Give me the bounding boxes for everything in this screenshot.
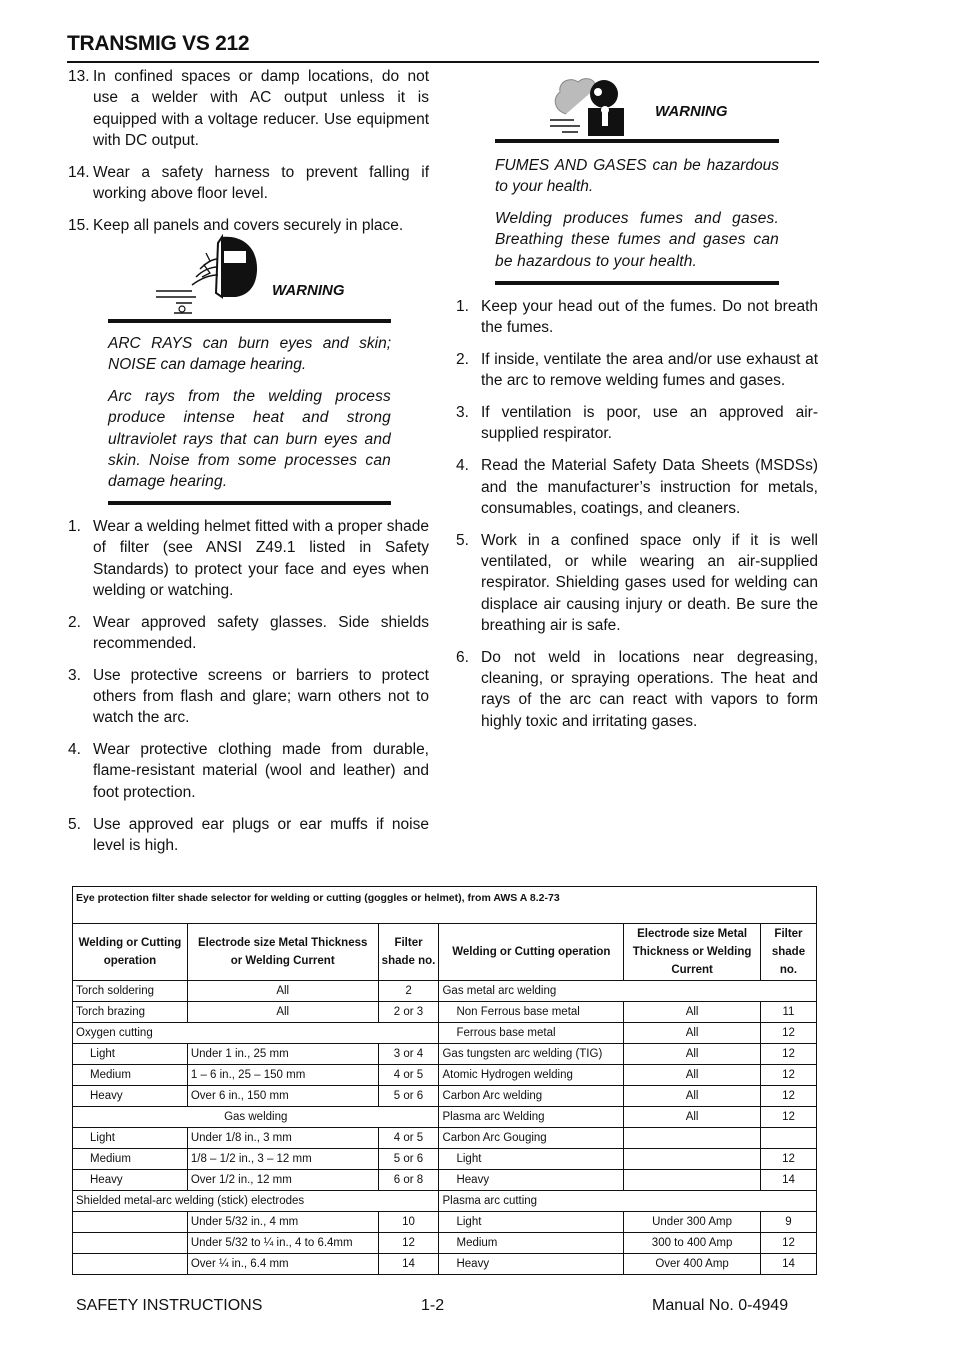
- table-cell: 1/8 – 1/2 in., 3 – 12 mm: [187, 1149, 378, 1170]
- table-row: [73, 1212, 817, 1233]
- table-cell: 4 or 5: [378, 1065, 439, 1086]
- table-cell: 5 or 6: [378, 1086, 439, 1107]
- table-cell: All: [187, 981, 378, 1002]
- column-header: Electrode size Metal Thickness or Welding Current: [187, 924, 378, 981]
- table-row: [73, 1023, 817, 1044]
- fume-warning-text: [495, 155, 779, 282]
- table-cell: Medium: [73, 1065, 188, 1086]
- table-cell: All: [624, 1023, 761, 1044]
- arc-warning-text: [108, 333, 391, 503]
- table-cell: Over 1/2 in., 12 mm: [187, 1170, 378, 1191]
- table-cell: Gas welding: [73, 1107, 439, 1128]
- table-cell: Ferrous base metal: [439, 1023, 624, 1044]
- table-cell: 4 or 5: [378, 1128, 439, 1149]
- table-cell: 14: [760, 1170, 816, 1191]
- list-item: 13. In confined spaces or damp locations, do not use a welder with AC output unless it is equipped with a voltage reducer. Use equipment with DC output.: [68, 68, 429, 149]
- column-header: Filter shade no.: [760, 924, 816, 981]
- list-item: 4. Wear protective clothing made from durable, flame-resistant material (wool and leather) and foot protection.: [68, 741, 429, 801]
- arc-warning-label: WARNING: [272, 282, 345, 299]
- column-header: Welding or Cutting operation: [73, 924, 188, 981]
- table-cell: [73, 1212, 188, 1233]
- table-cell: Oxygen cutting: [73, 1023, 439, 1044]
- table-cell: Plasma arc Welding: [439, 1107, 624, 1128]
- list-item: 1. Keep your head out of the fumes. Do not breath the fumes.: [456, 298, 818, 337]
- footer-section-title: SAFETY INSTRUCTIONS: [76, 1297, 263, 1314]
- table-cell: 14: [378, 1254, 439, 1275]
- table-cell: 12: [378, 1233, 439, 1254]
- list-item: 3. Use protective screens or barriers to protect others from flash and glare; warn others not to watch the arc.: [68, 666, 429, 727]
- welding-helmet-arc-icon: [152, 233, 262, 317]
- table-cell: Under 1 in., 25 mm: [187, 1044, 378, 1065]
- table-cell: Heavy: [439, 1254, 624, 1275]
- table-cell: 14: [760, 1254, 816, 1275]
- list-item: 14. Wear a safety harness to prevent falling if working above floor level.: [68, 163, 429, 202]
- table-cell: All: [624, 1002, 761, 1023]
- table-cell: Medium: [73, 1149, 188, 1170]
- table-row: [73, 1107, 817, 1128]
- column-header: Welding or Cutting operation: [439, 924, 624, 981]
- table-row: [73, 1065, 817, 1086]
- table-cell: Non Ferrous base metal: [439, 1002, 624, 1023]
- table-cell: Carbon Arc Gouging: [439, 1128, 624, 1149]
- table-cell: Heavy: [73, 1170, 188, 1191]
- table-row: [73, 1254, 817, 1275]
- table-cell: [760, 1128, 816, 1149]
- table-cell: 3 or 4: [378, 1044, 439, 1065]
- table-row: [73, 1044, 817, 1065]
- list-item: 5. Use approved ear plugs or ear muffs if noise level is high.: [68, 815, 429, 854]
- table-cell: Under 5/32 in., 4 mm: [187, 1212, 378, 1233]
- footer-page-number: 1-2: [421, 1297, 445, 1314]
- table-cell: 2: [378, 981, 439, 1002]
- table-cell: All: [624, 1086, 761, 1107]
- table-cell: [624, 1128, 761, 1149]
- table-row: [73, 1086, 817, 1107]
- table-cell: 10: [378, 1212, 439, 1233]
- table-row: [73, 981, 817, 1002]
- safety-list-continued: [68, 66, 429, 247]
- table-cell: Light: [73, 1128, 188, 1149]
- list-item: 4. Read the Material Safety Data Sheets (MSDSs) and the manufacturer’s instruction for metals, consumables, coatings, and cleaners.: [456, 457, 818, 517]
- fume-warning-label: WARNING: [655, 103, 728, 120]
- fume-safety-list: [456, 296, 818, 742]
- table-cell: 12: [760, 1233, 816, 1254]
- table-cell: All: [624, 1044, 761, 1065]
- table-cell: Heavy: [439, 1170, 624, 1191]
- list-item: 2. If inside, ventilate the area and/or use exhaust at the arc to remove welding fumes and gases.: [456, 351, 818, 390]
- table-cell: Torch soldering: [73, 981, 188, 1002]
- list-item: 6. Do not weld in locations near degreasing, cleaning, or spraying operations. The heat and rays of the arc can react with vapors to form highly toxic and irritating gases.: [456, 648, 818, 730]
- table-row: [73, 1149, 817, 1170]
- table-cell: Atomic Hydrogen welding: [439, 1065, 624, 1086]
- fumes-head-icon: [548, 74, 628, 138]
- table-cell: Over ¼ in., 6.4 mm: [187, 1254, 378, 1275]
- table-cell: Light: [439, 1149, 624, 1170]
- table-cell: 300 to 400 Amp: [624, 1233, 761, 1254]
- table-cell: [73, 1254, 188, 1275]
- arc-warning-body: Arc rays from the welding process produce intense heat and strong ultraviolet rays that can burn eyes and skin. Noise from some processes can damage hearing.: [108, 388, 391, 491]
- table-caption-row: [73, 887, 817, 924]
- table-cell: 12: [760, 1044, 816, 1065]
- table-cell: Over 400 Amp: [624, 1254, 761, 1275]
- list-item: 3. If ventilation is poor, use an approved air-supplied respirator.: [456, 404, 818, 443]
- table-cell: Carbon Arc welding: [439, 1086, 624, 1107]
- table-cell: 12: [760, 1149, 816, 1170]
- table-cell: 6 or 8: [378, 1170, 439, 1191]
- table-cell: All: [624, 1065, 761, 1086]
- table-header-row: [73, 924, 817, 981]
- table-cell: 12: [760, 1023, 816, 1044]
- list-item: 2. Wear approved safety glasses. Side shields recommended.: [68, 613, 429, 652]
- footer-manual-number: Manual No. 0-4949: [652, 1297, 789, 1314]
- table-cell: 5 or 6: [378, 1149, 439, 1170]
- table-cell: Gas tungsten arc welding (TIG): [439, 1044, 624, 1065]
- list-item: 5. Work in a confined space only if it is well ventilated, or while wearing an air-supplied respirator. Shielding gases used for welding can displace air causing injury or death. Be sure the breathing air is safe.: [456, 531, 818, 634]
- table-row: [73, 1170, 817, 1191]
- table-cell: 12: [760, 1107, 816, 1128]
- table-cell: Gas metal arc welding: [439, 981, 817, 1002]
- table-cell: Shielded metal-arc welding (stick) electrodes: [73, 1191, 439, 1212]
- filter-shade-table: [72, 886, 817, 1275]
- table-cell: [73, 1233, 188, 1254]
- page-title: TRANSMIG VS 212: [67, 32, 250, 55]
- table-cell: 2 or 3: [378, 1002, 439, 1023]
- table-cell: All: [187, 1002, 378, 1023]
- arc-warning-bottom-rule: [108, 501, 391, 505]
- table-cell: All: [624, 1107, 761, 1128]
- table-cell: [624, 1170, 761, 1191]
- list-item: 1. Wear a welding helmet fitted with a proper shade of filter (see ANSI Z49.1 listed in Safety Standards) to protect your face and eyes when welding or watching.: [68, 518, 429, 599]
- list-item: 15. Keep all panels and covers securely in place.: [68, 216, 404, 234]
- table-row: [73, 1233, 817, 1254]
- fume-warning-heading: FUMES AND GASES can be hazardous to your health.: [495, 157, 779, 196]
- table-cell: 1 – 6 in., 25 – 150 mm: [187, 1065, 378, 1086]
- column-header: Filter shade no.: [378, 924, 439, 981]
- table-row: [73, 1128, 817, 1149]
- arc-warning-heading: ARC RAYS can burn eyes and skin; NOISE can damage hearing.: [108, 335, 391, 374]
- table-cell: Light: [439, 1212, 624, 1233]
- table-cell: Under 1/8 in., 3 mm: [187, 1128, 378, 1149]
- table-cell: Heavy: [73, 1086, 188, 1107]
- table-cell: Light: [73, 1044, 188, 1065]
- table-row: [73, 1191, 817, 1212]
- fume-warning-top-rule: [495, 139, 779, 143]
- table-cell: Under 5/32 to ¼ in., 4 to 6.4mm: [187, 1233, 378, 1254]
- column-header: Electrode size Metal Thickness or Welding Current: [624, 924, 761, 981]
- table-row: [73, 1002, 817, 1023]
- table-cell: Over 6 in., 150 mm: [187, 1086, 378, 1107]
- fume-warning-body: Welding produces fumes and gases. Breathing these fumes and gases can be hazardous to your health.: [495, 210, 779, 270]
- arc-safety-list: [68, 516, 429, 867]
- table-cell: [624, 1149, 761, 1170]
- table-caption: Eye protection filter shade selector for welding or cutting (goggles or helmet), from AWS A 8.2-73: [73, 887, 817, 924]
- table-cell: Medium: [439, 1233, 624, 1254]
- table-cell: 11: [760, 1002, 816, 1023]
- table-cell: 12: [760, 1065, 816, 1086]
- header-rule: [67, 61, 819, 63]
- fume-warning-bottom-rule: [495, 281, 779, 285]
- table-cell: Plasma arc cutting: [439, 1191, 817, 1212]
- table-cell: 9: [760, 1212, 816, 1233]
- table-cell: 12: [760, 1086, 816, 1107]
- arc-warning-top-rule: [108, 319, 391, 323]
- table-cell: Under 300 Amp: [624, 1212, 761, 1233]
- table-cell: Torch brazing: [73, 1002, 188, 1023]
